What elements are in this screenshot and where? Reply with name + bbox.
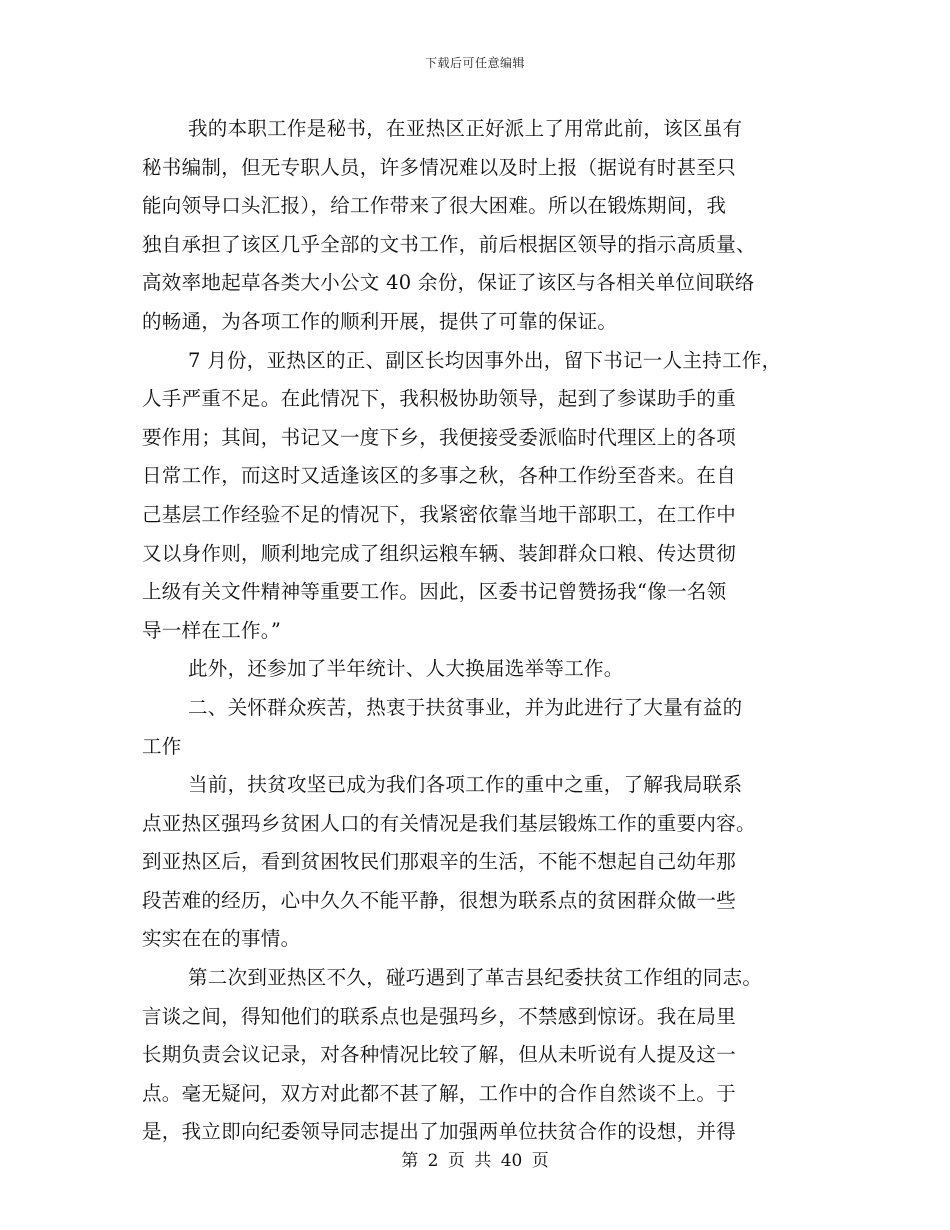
body-line: 此外，还参加了半年统计、人大换届选举等工作。 bbox=[188, 657, 624, 681]
body-line: 独自承担了该区几乎全部的文书工作，前后根据区领导的指示高质量、 bbox=[142, 232, 756, 256]
body-line: 当前，扶贫攻坚已成为我们各项工作的重中之重，了解我局联系 bbox=[188, 773, 743, 797]
body-line: 二、关怀群众疾苦，热衷于扶贫事业，并为此进行了大量有益的 bbox=[188, 695, 743, 719]
body-line: 言谈之间，得知他们的联系点也是强玛乡，不禁感到惊讶。我在局里 bbox=[142, 1004, 737, 1028]
body-line: 我的本职工作是秘书，在亚热区正好派上了用常此前，该区虽有 bbox=[188, 117, 743, 140]
body-line: 是，我立即向纪委领导同志提出了加强两单位扶贫合作的设想，并得 bbox=[142, 1120, 737, 1144]
body-line: 己基层工作经验不足的情况下，我紧密依靠当地干部职工，在工作中 bbox=[142, 502, 737, 526]
body-line: 导一样在工作。” bbox=[142, 618, 282, 642]
body-line: 点亚热区强玛乡贫困人口的有关情况是我们基层锻炼工作的重要内容。 bbox=[142, 811, 756, 835]
body-line: 要作用；其间，书记又一度下乡，我便接受委派临时代理区上的各项 bbox=[142, 425, 737, 449]
body-line: 秘书编制，但无专职人员，许多情况难以及时上报（据说有时甚至只 bbox=[142, 155, 737, 179]
body-line: 上级有关文件精神等重要工作。因此，区委书记曾赞扬我“像一名领 bbox=[142, 580, 727, 604]
body-line: 实实在在的事情。 bbox=[142, 927, 301, 951]
body-line: 又以身作则，顺利地完成了组织运粮车辆、装卸群众口粮、传达贯彻 bbox=[142, 541, 737, 565]
page-footer: 第 2 页 共 40 页 bbox=[401, 1151, 549, 1171]
body-line: 7 月份，亚热区的正、副区长均因事外出，留下书记一人主持工作， bbox=[188, 348, 782, 372]
body-line: 工作 bbox=[142, 734, 182, 758]
body-line: 段苦难的经历，心中久久不能平静，很想为联系点的贫困群众做一些 bbox=[142, 888, 737, 912]
body-line: 第二次到亚热区不久，碰巧遇到了革吉县纪委扶贫工作组的同志。 bbox=[188, 966, 763, 990]
body-line: 日常工作，而这时又适逢该区的多事之秋，各种工作纷至沓来。在自 bbox=[142, 464, 737, 488]
body-line: 人手严重不足。在此情况下，我积极协助领导，起到了参谋助手的重 bbox=[142, 387, 737, 411]
document-body bbox=[142, 110, 822, 1152]
body-line: 高效率地起草各类大小公文 40 余份，保证了该区与各相关单位间联络 bbox=[142, 271, 755, 295]
body-line: 能向领导口头汇报），给工作带来了很大困难。所以在锻炼期间，我 bbox=[142, 194, 727, 218]
body-line: 长期负责会议记录，对各种情况比较了解，但从未听说有人提及这一 bbox=[142, 1043, 737, 1067]
body-line: 到亚热区后，看到贫困牧民们那艰辛的生活，不能不想起自己幼年那 bbox=[142, 850, 737, 874]
body-line: 点。毫无疑问，双方对此都不甚了解，工作中的合作自然谈不上。于 bbox=[142, 1081, 737, 1105]
page-header: 下载后可任意编辑 bbox=[424, 56, 525, 70]
body-line: 的畅通，为各项工作的顺利开展，提供了可靠的保证。 bbox=[142, 309, 618, 333]
